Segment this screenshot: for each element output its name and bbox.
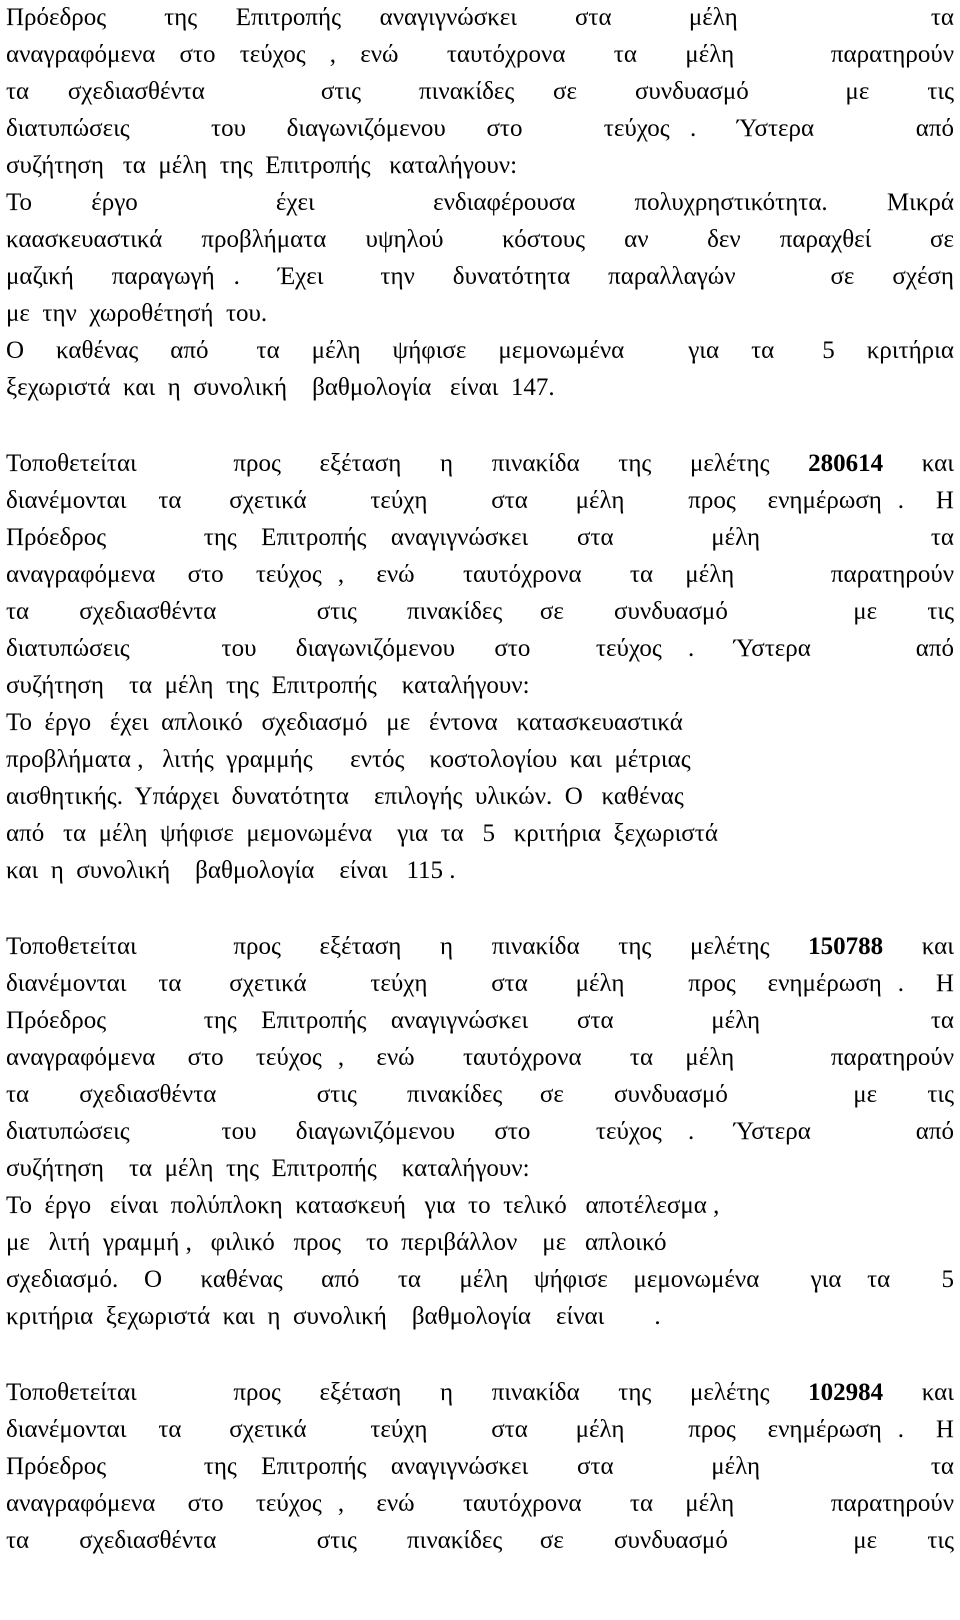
- study-number: 280614: [808, 450, 884, 477]
- text-line: με την χωροθέτησή του.: [6, 300, 268, 327]
- study-intro-line: [6, 929, 954, 965]
- text-line: τα σχεδιασθέντα στις πινακίδες σε συνδυασμό με τις: [6, 598, 954, 625]
- intro-text: και: [883, 450, 954, 477]
- text-line: διατυπώσεις του διαγωνιζόμενου στο τεύχος . Ύστερα από: [6, 1118, 954, 1145]
- text-line: Πρόεδρος της Επιτροπής αναγιγνώσκει στα μέλη τα: [6, 1453, 954, 1480]
- text-line: τα σχεδιασθέντα στις πινακίδες σε συνδυασμό με τις: [6, 1527, 954, 1554]
- intro-text: και: [883, 933, 954, 960]
- text-line: συζήτηση τα μέλη της Επιτροπής καταλήγουν:: [6, 1155, 530, 1182]
- text-line: αναγραφόμενα στο τεύχος , ενώ ταυτόχρονα τα μέλη παρατηρούν: [6, 1490, 954, 1517]
- text-line: Πρόεδρος της Επιτροπής αναγιγνώσκει στα μέλη τα: [6, 524, 954, 551]
- text-line: Το έργο έχει απλοικό σχεδιασμό με έντονα κατασκευαστικά: [6, 709, 683, 736]
- study-intro-line: [6, 446, 954, 482]
- text-line: διανέμονται τα σχετικά τεύχη στα μέλη προς ενημέρωση . Η: [6, 1416, 954, 1443]
- text-line: προβλήματα , λιτής γραμμής εντός κοστολογίου και μέτριας: [6, 746, 691, 773]
- text-line: διατυπώσεις του διαγωνιζόμενου στο τεύχος . Ύστερα από: [6, 635, 954, 662]
- text-line: διανέμονται τα σχετικά τεύχη στα μέλη προς ενημέρωση . Η: [6, 487, 954, 514]
- document-page: [6, 0, 954, 1620]
- text-line: τα σχεδιασθέντα στις πινακίδες σε συνδυασμό με τις: [6, 1081, 954, 1108]
- intro-text: Τοποθετείται προς εξέταση η πινακίδα της μελέτης: [6, 450, 809, 477]
- text-line: διατυπώσεις του διαγωνιζόμενου στο τεύχος . Ύστερα από: [6, 115, 954, 142]
- text-line: τα σχεδιασθέντα στις πινακίδες σε συνδυασμό με τις: [6, 78, 954, 105]
- study-number: 150788: [808, 933, 884, 960]
- text-line: σχεδιασμό. Ο καθένας από τα μέλη ψήφισε μεμονωμένα για τα 5: [6, 1266, 954, 1293]
- text-line: συζήτηση τα μέλη της Επιτροπής καταλήγουν:: [6, 152, 518, 179]
- text-line: αναγραφόμενα στο τεύχος , ενώ ταυτόχρονα τα μέλη παρατηρούν: [6, 1044, 954, 1071]
- text-line: αναγραφόμενα στο τεύχος , ενώ ταυτόχρονα τα μέλη παρατηρούν: [6, 41, 954, 68]
- text-line: καασκευαστικά προβλήματα υψηλού κόστους αν δεν παραχθεί σε: [6, 226, 954, 253]
- text-line: Ο καθένας από τα μέλη ψήφισε μεμονωμένα για τα 5 κριτήρια: [6, 337, 954, 364]
- text-line: συζήτηση τα μέλη της Επιτροπής καταλήγουν:: [6, 672, 530, 699]
- text-line: κριτήρια ξεχωριστά και η συνολική βαθμολογία είναι .: [6, 1303, 661, 1330]
- intro-text: και: [883, 1379, 954, 1406]
- text-line: ξεχωριστά και η συνολική βαθμολογία είναι 147.: [6, 374, 555, 401]
- text-line: διανέμονται τα σχετικά τεύχη στα μέλη προς ενημέρωση . Η: [6, 970, 954, 997]
- text-line: Πρόεδρος της Επιτροπής αναγιγνώσκει στα μέλη τα: [6, 1007, 954, 1034]
- text-line: με λιτή γραμμή , φιλικό προς το περιβάλλον με απλοικό: [6, 1229, 667, 1256]
- text-line: αισθητικής. Υπάρχει δυνατότητα επιλογής υλικών. Ο καθένας: [6, 783, 684, 810]
- text-line: αναγραφόμενα στο τεύχος , ενώ ταυτόχρονα τα μέλη παρατηρούν: [6, 561, 954, 588]
- text-line: Το έργο έχει ενδιαφέρουσα πολυχρηστικότητα. Μικρά: [6, 189, 954, 216]
- study-intro-line: [6, 1375, 954, 1411]
- text-line: από τα μέλη ψήφισε μεμονωμένα για τα 5 κριτήρια ξεχωριστά: [6, 820, 718, 847]
- study-number: 102984: [808, 1379, 884, 1406]
- text-line: και η συνολική βαθμολογία είναι 115 .: [6, 857, 456, 884]
- text-line: Πρόεδρος της Επιτροπής αναγιγνώσκει στα μέλη τα: [6, 4, 954, 31]
- intro-text: Τοποθετείται προς εξέταση η πινακίδα της μελέτης: [6, 933, 809, 960]
- text-line: μαζική παραγωγή . Έχει την δυνατότητα παραλλαγών σε σχέση: [6, 263, 954, 290]
- intro-text: Τοποθετείται προς εξέταση η πινακίδα της μελέτης: [6, 1379, 809, 1406]
- text-line: Το έργο είναι πολύπλοκη κατασκευή για το τελικό αποτέλεσμα ,: [6, 1192, 720, 1219]
